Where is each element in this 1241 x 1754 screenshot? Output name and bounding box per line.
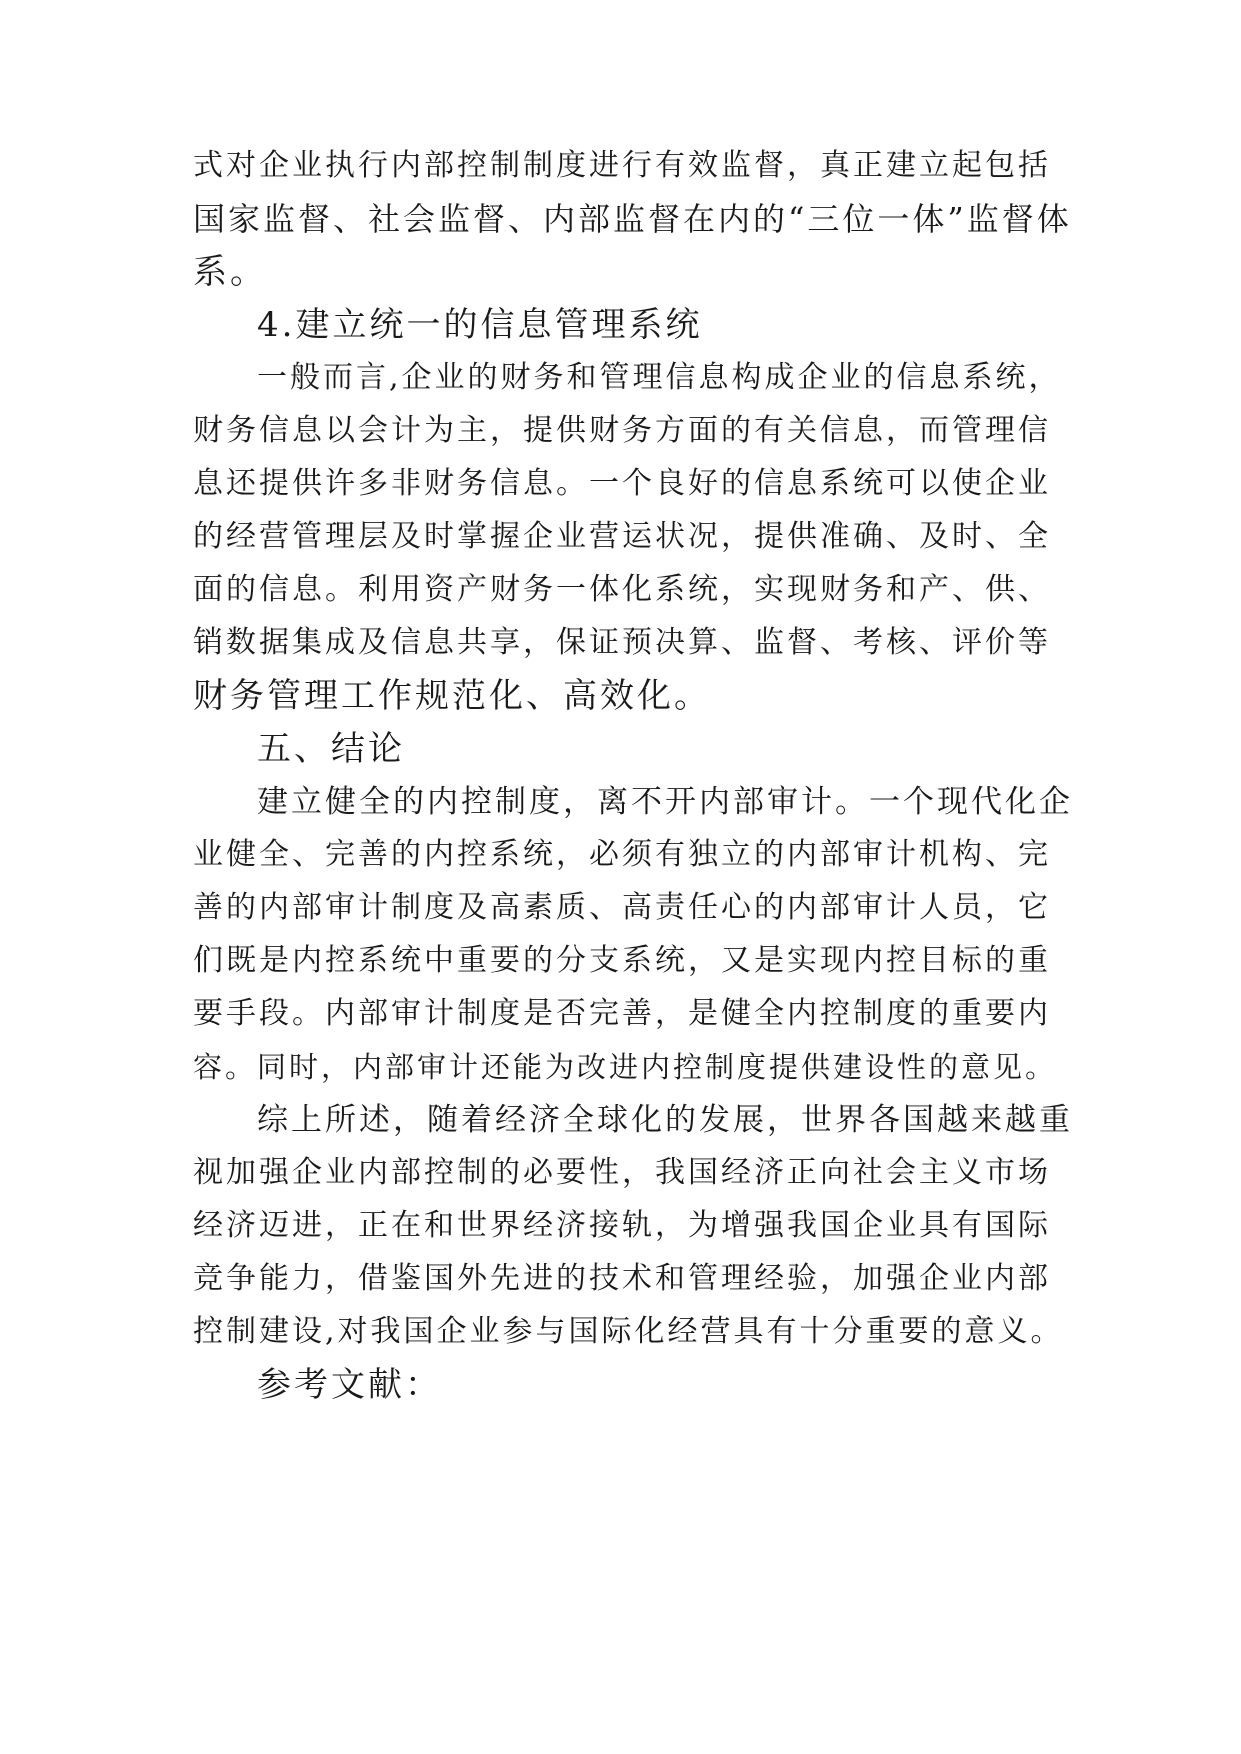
text-line: 竞争能力，借鉴国外先进的技术和管理经验，加强企业内部 (193, 1261, 1051, 1296)
text-line: 们既是内控系统中重要的分支系统，又是实现内控目标的重 (193, 943, 1051, 978)
text-line: 财务管理工作规范化、高效化。 (193, 676, 711, 716)
text-line: 要手段。内部审计制度是否完善，是健全内控制度的重要内 (193, 996, 1051, 1031)
references-heading: 参考文献： (257, 1365, 442, 1405)
text-line: 系。 (193, 252, 267, 292)
text-line: 销数据集成及信息共享，保证预决算、监督、考核、评价等 (193, 625, 1051, 660)
text-line: 容。同时，内部审计还能为改进内控制度提供建设性的意见。 (193, 1050, 1058, 1084)
section-heading: 五、结论 (257, 729, 405, 769)
text-line: 控制建设,对我国企业参与国际化经营具有十分重要的意义。 (193, 1314, 1064, 1349)
text-line: 经济迈进，正在和世界经济接轨，为增强我国企业具有国际 (193, 1208, 1051, 1243)
text-line: 视加强企业内部控制的必要性，我国经济正向社会主义市场 (193, 1155, 1051, 1190)
text-line: 业健全、完善的内控系统，必须有独立的内部审计机构、完 (193, 837, 1051, 872)
text-line: 国家监督、社会监督、内部监督在内的“三位一体”监督体 (193, 200, 1072, 238)
text-line: 财务信息以会计为主，提供财务方面的有关信息，而管理信 (193, 413, 1051, 448)
text-line: 式对企业执行内部控制制度进行有效监督，真正建立起包括 (193, 148, 1051, 183)
text-line: 建立健全的内控制度，离不开内部审计。一个现代化企 (257, 784, 1073, 820)
text-line: 善的内部审计制度及高素质、高责任心的内部审计人员，它 (193, 890, 1051, 925)
text-line: 息还提供许多非财务信息。一个良好的信息系统可以使企业 (193, 466, 1051, 501)
section-heading: 4.建立统一的信息管理系统 (257, 305, 703, 345)
text-line: 的经营管理层及时掌握企业营运状况，提供准确、及时、全 (193, 519, 1051, 554)
text-line: 面的信息。利用资产财务一体化系统，实现财务和产、供、 (193, 572, 1051, 607)
text-line: 综上所述，随着经济全球化的发展，世界各国越来越重 (257, 1102, 1073, 1138)
text-line: 一般而言,企业的财务和管理信息构成企业的信息系统， (257, 360, 1062, 395)
